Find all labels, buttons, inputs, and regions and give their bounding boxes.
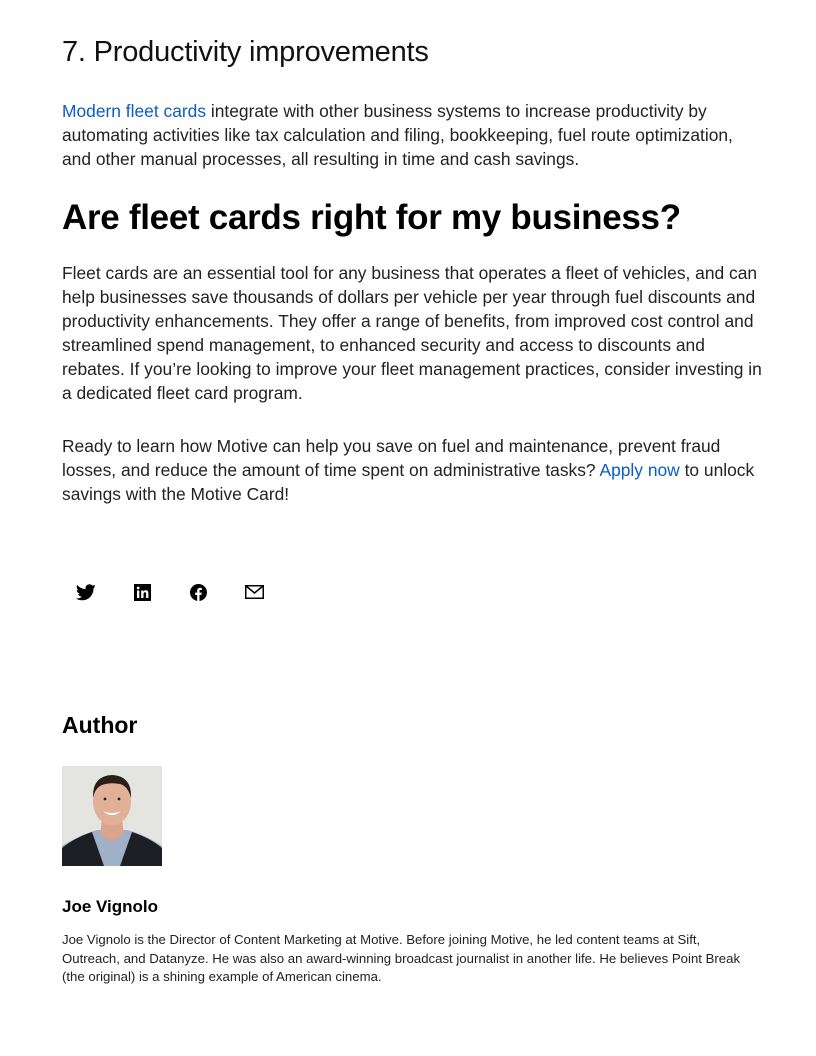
twitter-icon	[76, 584, 96, 601]
cta-text-before: Ready to learn how Motive can help you save on fuel and maintenance, prevent fraud losses, and reduce the amount of time spent on administrative tasks?	[62, 436, 721, 480]
email-icon	[245, 585, 264, 599]
facebook-icon	[190, 584, 207, 601]
share-twitter-button[interactable]	[76, 582, 96, 602]
cta-text-after: to unlock savings with the Motive Card!	[62, 460, 755, 504]
share-email-button[interactable]	[244, 582, 264, 602]
author-bio: Joe Vignolo is the Director of Content Marketing at Motive. Before joining Motive, he led content teams at Sift, Outreach, and Datanyze. He was also an award-winning broadcast journalist in another life. He believes Point Break (the original) is a shining example of American cinema.	[62, 932, 741, 984]
apply-now-link[interactable]: Apply now	[599, 460, 680, 480]
modern-fleet-cards-link[interactable]: Modern fleet cards	[62, 101, 207, 121]
section-paragraph-text: integrate with other business systems to increase productivity by automating activities like tax calculation and filing, bookkeeping, fuel route optimization, and other manual processes, all resulting in time and cash savings.	[62, 101, 733, 169]
conclusion-paragraph-2	[62, 434, 762, 506]
section-heading: 7. Productivity improvements	[62, 36, 429, 68]
conclusion-heading: Are fleet cards right for my business?	[62, 198, 681, 237]
linkedin-icon	[134, 584, 151, 601]
author-heading: Author	[62, 712, 138, 738]
section-paragraph	[62, 99, 762, 171]
author-avatar	[62, 766, 162, 866]
conclusion-paragraph-1: Fleet cards are an essential tool for any business that operates a fleet of vehicles, and can help businesses save thousands of dollars per vehicle per year through fuel discounts and productivity enhancements. They offer a range of benefits, from improved cost control and streamlined spend management, to enhanced security and access to discounts and rebates. If you’re looking to improve your fleet management practices, consider investing in a dedicated fleet card program.	[62, 263, 762, 403]
share-linkedin-button[interactable]	[132, 582, 152, 602]
author-name: Joe Vignolo	[62, 897, 159, 916]
share-facebook-button[interactable]	[188, 582, 208, 602]
share-bar	[76, 582, 300, 602]
